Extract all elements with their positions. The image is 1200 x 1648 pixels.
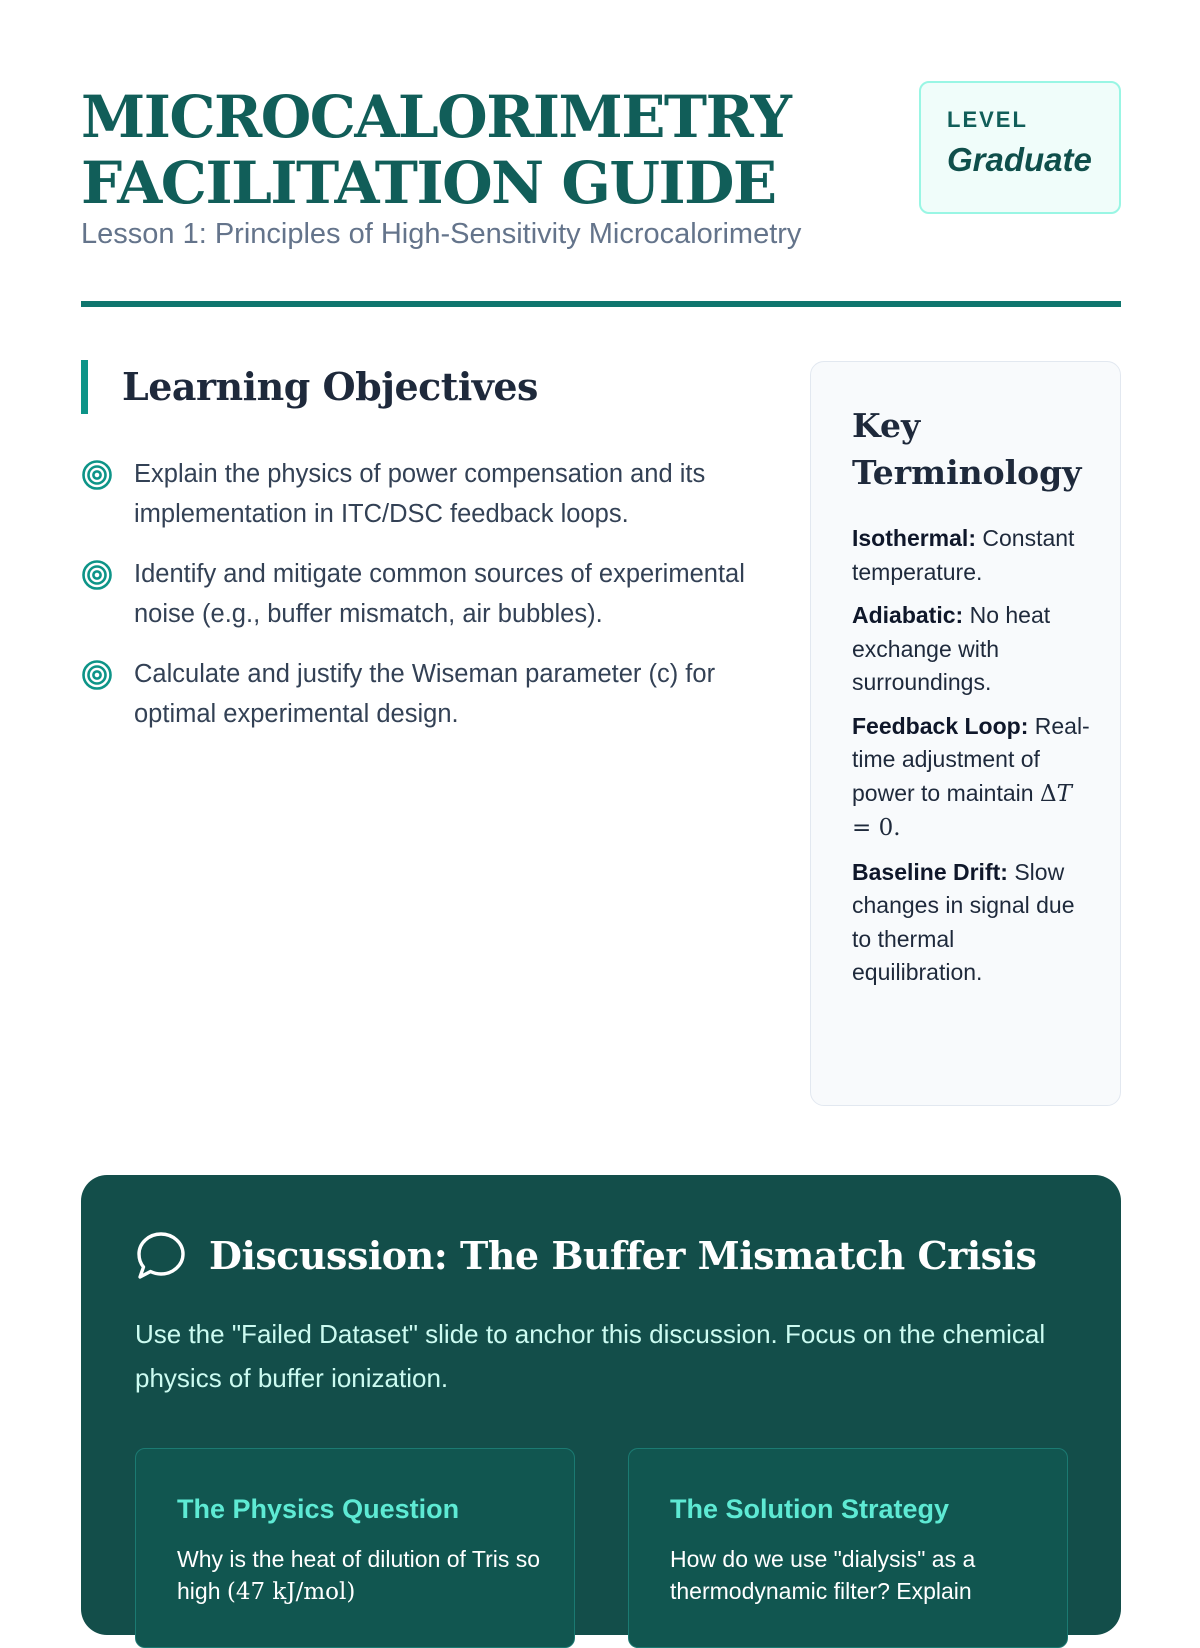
lesson-subtitle: Lesson 1: Principles of High-Sensitivity Microcalorimetry — [81, 218, 802, 250]
term-definition: Real-time adjustment of power to maintain — [852, 712, 1090, 806]
term-entry — [852, 522, 1090, 589]
card-body-text: Why is the heat of dilution of Tris so high — [177, 1546, 541, 1604]
card-title: The Solution Strategy — [670, 1494, 950, 1524]
objective-item — [81, 454, 761, 534]
card-title: The Physics Question — [177, 1494, 460, 1524]
discussion-intro: Use the "Failed Dataset" slide to anchor this discussion. Focus on the chemical physics of buffer ionization. — [135, 1319, 1046, 1393]
term-entry — [852, 599, 1090, 700]
header-divider — [81, 301, 1121, 307]
solution-strategy-card — [628, 1448, 1068, 1648]
discussion-section — [81, 1175, 1121, 1635]
math-variable: T — [1056, 780, 1072, 807]
target-icon — [81, 459, 113, 491]
objectives-list — [81, 454, 761, 734]
term-name: Isothermal: — [852, 525, 976, 551]
objective-text: Explain the physics of power compensation and its implementation in ITC/DSC feedback loops. — [134, 460, 706, 528]
term-entry — [852, 710, 1090, 846]
term-name: Adiabatic: — [852, 602, 964, 628]
objective-text: Calculate and justify the Wiseman parameter (c) for optimal experimental design. — [134, 660, 716, 728]
objective-item — [81, 554, 761, 634]
learning-objectives-section — [81, 360, 761, 754]
math-rest: = 0. — [852, 815, 901, 841]
title-line-1: MICROCALORIMETRY — [81, 83, 791, 151]
term-entry — [852, 856, 1090, 990]
objective-text: Identify and mitigate common sources of experimental noise (e.g., buffer mismatch, air bubbles). — [134, 560, 745, 628]
term-definition: Constant temperature. — [852, 525, 1075, 585]
title-line-2: FACILITATION GUIDE — [81, 149, 776, 217]
level-value: Graduate — [947, 141, 1092, 178]
term-definition: Slow changes in signal due to thermal equilibration. — [852, 858, 1075, 985]
term-name: Feedback Loop: — [852, 712, 1029, 739]
math-delta: Δ — [1039, 780, 1057, 807]
objective-item — [81, 654, 761, 734]
level-label: LEVEL — [947, 107, 1028, 132]
discussion-title: Discussion: The Buffer Mismatch Crisis — [209, 1233, 1037, 1278]
page-header — [81, 84, 1121, 304]
target-icon — [81, 659, 113, 691]
card-body — [177, 1543, 544, 1608]
page-title — [81, 84, 901, 216]
objectives-heading: Learning Objectives — [81, 360, 761, 414]
term-name: Baseline Drift: — [852, 858, 1008, 885]
card-body: How do we use "dialysis" as a thermodynamic filter? Explain — [670, 1546, 976, 1604]
physics-question-card — [135, 1448, 575, 1648]
term-definition: No heat exchange with surroundings. — [852, 602, 1051, 695]
level-badge — [919, 81, 1121, 214]
terminology-heading: Key Terminology — [852, 406, 1082, 492]
card-math: (47 kJ/mol) — [226, 1579, 356, 1605]
chat-bubble-icon — [135, 1230, 187, 1282]
key-terminology-panel — [810, 361, 1121, 1106]
target-icon — [81, 559, 113, 591]
